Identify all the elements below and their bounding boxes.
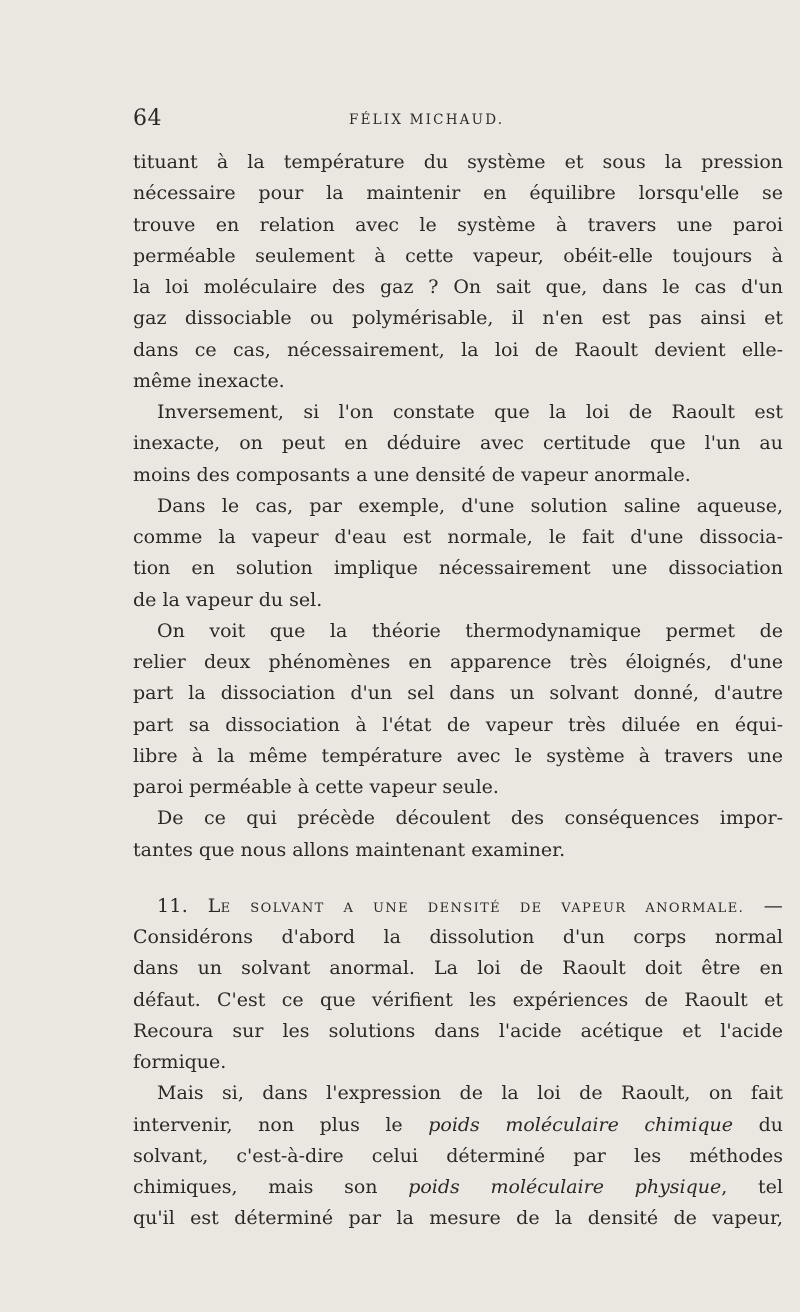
text-line-with-italic: [133, 1172, 783, 1203]
text-line: tion en solution implique nécessairement une dissociation: [133, 557, 783, 580]
section-spacer: [133, 866, 783, 891]
text-line: paroi perméable à cette vapeur seule.: [133, 776, 499, 798]
paragraph-start: Inversement, si l'on constate que la loi de Raoult est: [157, 401, 783, 423]
text-line: trouve en relation avec le système à travers une paroi: [133, 213, 783, 236]
section-dash: —: [763, 894, 783, 917]
text-line: tituant à la température du système et sous la pression: [133, 151, 783, 173]
text-line: gaz dissociable ou polymérisable, il n'en est pas ainsi et: [133, 307, 783, 330]
text-line: part la dissociation d'un sel dans un solvant donné, d'autre: [133, 682, 783, 705]
body-text: [133, 147, 783, 1235]
paragraph-start: Dans le cas, par exemple, d'une solution saline aqueuse,: [157, 494, 783, 517]
text-line: nécessaire pour la maintenir en équilibre lorsqu'elle se: [133, 182, 783, 205]
text-line: Considérons d'abord la dissolution d'un corps normal: [133, 926, 783, 948]
text-line: solvant, c'est-à-dire celui déterminé par les méthodes: [133, 1144, 783, 1167]
italic-term: poids moléculaire chimique: [428, 1113, 734, 1136]
text-line: moins des composants a une densité de vapeur anormale.: [133, 463, 691, 486]
text-line: qu'il est déterminé par la mesure de la densité de vapeur,: [133, 1207, 783, 1230]
text-segment: , tel: [721, 1176, 783, 1198]
text-line: dans ce cas, nécessairement, la loi de Raoult devient elle-: [133, 338, 783, 361]
text-line: défaut. C'est ce que vérifient les expériences de Raoult et: [133, 988, 783, 1011]
section-title-initial: L: [207, 894, 221, 917]
text-segment: chimiques, mais son: [133, 1176, 409, 1198]
text-line: comme la vapeur d'eau est normale, le fait d'une dissocia-: [133, 526, 783, 548]
text-segment: intervenir, non plus le: [133, 1113, 429, 1136]
text-segment: du: [733, 1113, 783, 1136]
paragraph-start: On voit que la théorie thermodynamique permet de: [157, 619, 783, 642]
text-line: dans un solvant anormal. La loi de Raoult doit être en: [133, 957, 783, 980]
section-title-rest: E SOLVANT A UNE DENSITÉ DE VAPEUR ANORMALE.: [220, 900, 745, 916]
text-line: tantes que nous allons maintenant examiner.: [133, 838, 566, 861]
italic-term: poids moléculaire physique: [408, 1176, 722, 1198]
running-head: FÉLIX MICHAUD.: [349, 112, 505, 128]
text-line: perméable seulement à cette vapeur, obéit-elle toujours à: [133, 244, 783, 267]
section-number: 11.: [157, 894, 189, 917]
text-line: formique.: [133, 1051, 227, 1073]
text-line: inexacte, on peut en déduire avec certitude que l'un au: [133, 432, 783, 455]
page-number: 64: [133, 106, 162, 131]
text-line-with-italic: [133, 1110, 783, 1141]
text-line: libre à la même température avec le système à travers une: [133, 744, 783, 767]
paragraph-start: Mais si, dans l'expression de la loi de Raoult, on fait: [157, 1082, 783, 1105]
text-line: relier deux phénomènes en apparence très éloignés, d'une: [133, 651, 783, 673]
text-line: de la vapeur du sel.: [133, 588, 323, 611]
text-line: même inexacte.: [133, 369, 285, 392]
paragraph-start: De ce qui précède découlent des conséquences impor-: [157, 807, 783, 830]
text-line: part sa dissociation à l'état de vapeur très diluée en équi-: [133, 713, 783, 736]
section-heading: [133, 891, 783, 922]
text-line: Recoura sur les solutions dans l'acide acétique et l'acide: [133, 1019, 783, 1042]
page-header: [133, 106, 785, 140]
text-line: la loi moléculaire des gaz ? On sait que, dans le cas d'un: [133, 276, 783, 298]
